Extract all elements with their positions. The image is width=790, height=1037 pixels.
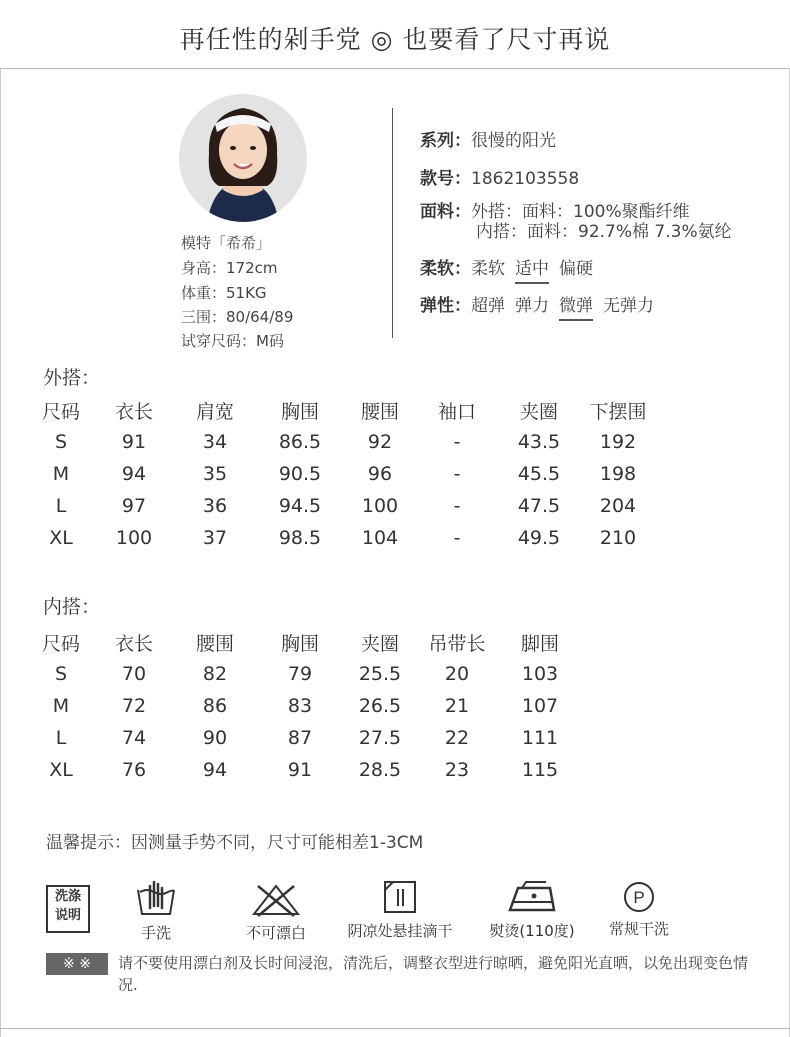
vertical-divider [392,108,393,338]
table-cell: 100 [115,527,153,549]
page-title: 再任性的剁手党 ◎ 也要看了尺寸再说 [179,25,611,54]
svg-text:P: P [633,888,645,907]
table-header-cell: 夹圈 [519,400,558,423]
table-header-cell: 下摆围 [589,400,647,423]
table-header-cell: 腰围 [195,632,234,655]
table-cell: 98.5 [278,527,322,549]
drip-dry-shade-icon [383,880,417,916]
table-cell: 82 [202,663,228,685]
wash-badge-line-1: 洗涤 [54,889,81,904]
table-cell: S [54,431,68,453]
elastic-option: 弹力 [515,296,549,316]
table-cell: 86 [202,695,228,717]
table-header-cell: 吊带长 [428,632,486,655]
table-cell: 91 [121,431,147,453]
table-cell: XL [49,527,73,549]
outer-size-table [30,394,658,554]
outer-section-label: 外搭： [43,367,101,389]
no-bleach-icon [250,880,302,918]
table-cell: 86.5 [278,431,322,453]
table-header-cell: 衣长 [114,400,153,423]
softness-option-selected: 适中 [515,254,549,284]
series-value: 很慢的阳光 [471,131,556,151]
table-header-row [30,626,580,658]
table-cell: 96 [367,463,393,485]
table-cell: 26.5 [358,695,402,717]
table-cell: - [453,431,461,453]
table-row [30,658,580,690]
table-cell: L [55,727,67,749]
table-cell: 21 [444,695,470,717]
wash-instructions-badge [46,885,90,933]
code-row [420,164,579,189]
table-header-cell: 夹圈 [360,632,399,655]
table-row [30,458,658,490]
series-row [420,126,556,151]
care-label: 阴凉处悬挂滴干 [347,922,453,940]
table-cell: M [52,463,70,485]
table-cell: 104 [361,527,399,549]
inner-size-table [30,626,580,786]
care-label: 熨烫(110度) [489,922,575,940]
care-note: 请不要使用漂白剂及长时间浸泡，清洗后，调整衣型进行晾晒，避免阳光直晒，以免出现变色情况. [118,954,749,994]
table-cell: L [55,495,67,517]
table-cell: M [52,695,70,717]
table-cell: 103 [521,663,559,685]
table-cell: 94 [121,463,147,485]
table-header-cell: 衣长 [114,632,153,655]
care-item-drip-dry [339,880,461,941]
table-cell: 111 [521,727,559,749]
fabric-inner: 内搭：面料：92.7%棉 7.3%氨纶 [476,222,732,242]
elastic-option: 超弹 [471,296,505,316]
model-name: 模特「希希」 [181,234,272,252]
table-cell: 35 [202,463,228,485]
table-cell: 198 [599,463,637,485]
model-try-size: 试穿尺码：M码 [181,332,284,350]
hand-wash-icon [134,880,178,918]
table-cell: 192 [599,431,637,453]
table-cell: 94 [202,759,228,781]
table-cell: 210 [599,527,637,549]
table-cell: 34 [202,431,228,453]
model-measurements: 三围：80/64/89 [181,308,294,326]
series-label: 系列： [420,131,471,151]
model-avatar [179,94,307,222]
fabric-label: 面料： [420,202,471,222]
table-header-cell: 尺码 [41,632,80,655]
table-cell: 74 [121,727,147,749]
table-header-cell: 脚围 [520,632,559,655]
elastic-option: 无弹力 [603,296,654,316]
table-cell: - [453,495,461,517]
table-cell: 72 [121,695,147,717]
measurement-tip: 温馨提示：因测量手势不同，尺寸可能相差1-3CM [46,833,424,853]
note-tag: ※ ※ [46,953,108,975]
table-cell: 91 [287,759,313,781]
elastic-label: 弹性： [420,296,471,316]
table-cell: 23 [444,759,470,781]
table-cell: 94.5 [278,495,322,517]
table-cell: 107 [521,695,559,717]
table-cell: 90.5 [278,463,322,485]
dry-clean-icon [622,880,656,914]
care-item-iron [489,880,575,941]
table-cell: 90 [202,727,228,749]
model-height: 身高：172cm [181,259,278,277]
elastic-option-selected: 微弹 [559,291,593,321]
table-cell: 83 [287,695,313,717]
softness-option: 偏硬 [559,259,593,279]
code-value: 1862103558 [471,169,580,189]
softness-label: 柔软： [420,259,471,279]
inner-section-label: 内搭： [43,596,101,618]
care-label: 手洗 [140,924,171,942]
table-row [30,426,658,458]
table-cell: 27.5 [358,727,402,749]
table-row [30,522,658,554]
table-cell: 92 [367,431,393,453]
table-cell: 115 [521,759,559,781]
table-cell: 204 [599,495,637,517]
iron-icon [506,880,558,916]
table-cell: XL [49,759,73,781]
table-row [30,722,580,754]
model-weight: 体重：51KG [181,284,267,302]
table-cell: S [54,663,68,685]
care-label: 不可漂白 [245,924,306,942]
table-cell: 37 [202,527,228,549]
table-cell: 47.5 [517,495,561,517]
table-cell: 28.5 [358,759,402,781]
header-divider [0,68,790,69]
table-cell: 25.5 [358,663,402,685]
table-cell: 97 [121,495,147,517]
care-item-dry-clean [604,880,674,939]
fabric-outer: 外搭：面料：100%聚酯纤维 [471,202,690,222]
table-row [30,490,658,522]
elastic-row [420,291,664,321]
wash-badge-line-2: 说明 [54,908,81,923]
table-cell: 43.5 [517,431,561,453]
care-item-hand-wash [126,880,186,943]
table-cell: - [453,527,461,549]
table-cell: 45.5 [517,463,561,485]
table-header-cell: 腰围 [360,400,399,423]
table-cell: 49.5 [517,527,561,549]
table-cell: 22 [444,727,470,749]
table-cell: - [453,463,461,485]
code-label: 款号： [420,169,471,189]
table-cell: 76 [121,759,147,781]
table-header-cell: 尺码 [41,400,80,423]
table-cell: 70 [121,663,147,685]
bottom-divider [0,1028,790,1029]
table-header-cell: 袖口 [437,400,476,423]
table-cell: 20 [444,663,470,685]
table-cell: 87 [287,727,313,749]
softness-row [420,254,603,284]
care-label: 常规干洗 [608,920,669,938]
table-row [30,690,580,722]
table-header-cell: 胸围 [280,400,319,423]
softness-option: 柔软 [471,259,505,279]
table-header-row [30,394,658,426]
table-header-cell: 胸围 [280,632,319,655]
table-row [30,754,580,786]
table-cell: 36 [202,495,228,517]
table-header-cell: 肩宽 [195,400,234,423]
care-item-no-bleach [240,880,312,943]
table-cell: 100 [361,495,399,517]
table-cell: 79 [287,663,313,685]
left-border [0,68,1,1037]
